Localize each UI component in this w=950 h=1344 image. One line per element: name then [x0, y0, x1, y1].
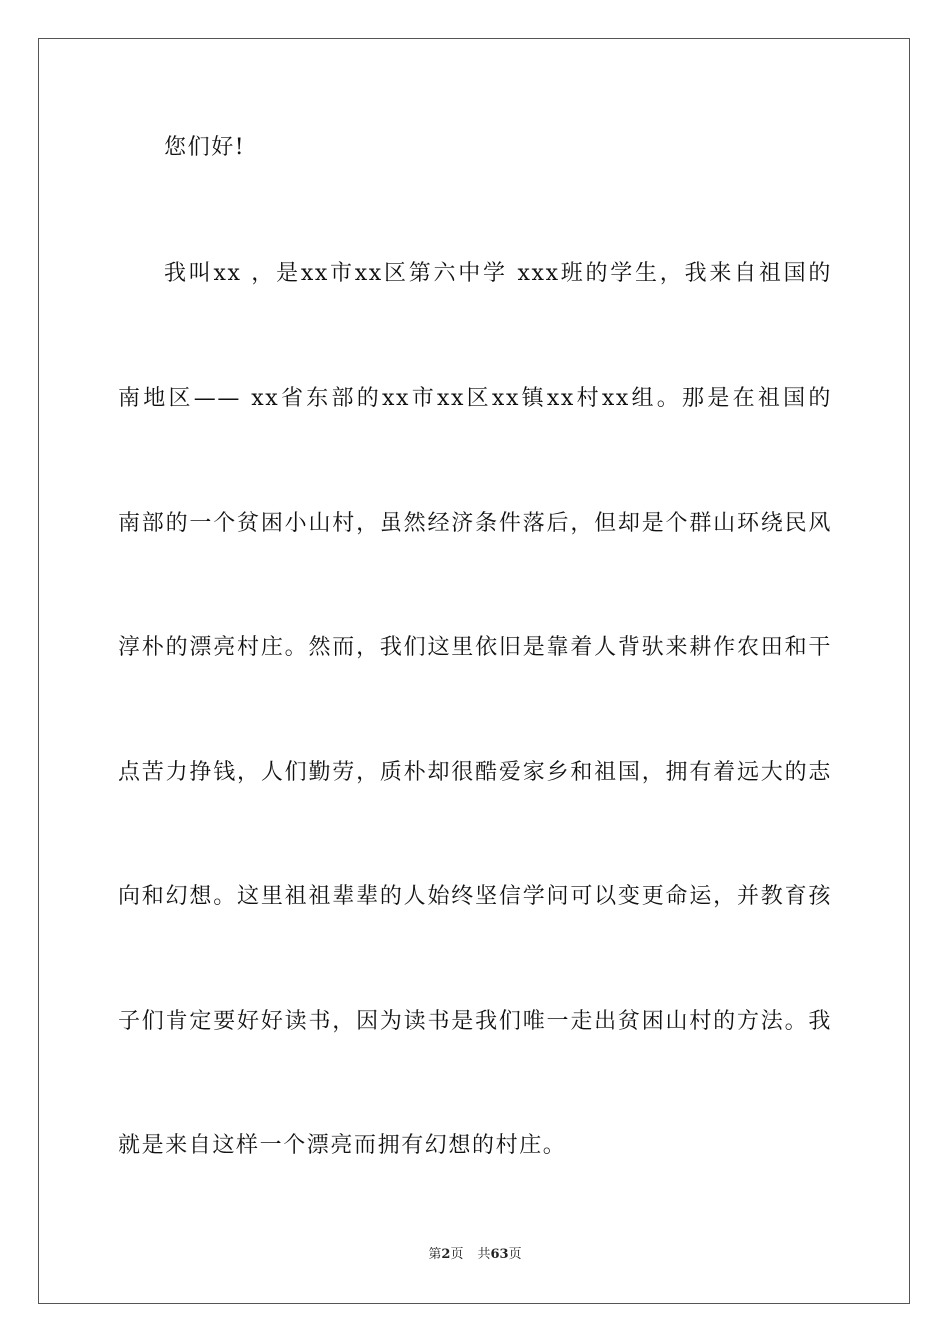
page-frame	[38, 38, 910, 1304]
total-suffix: 页	[508, 1247, 522, 1262]
paragraph-line-1: 我叫xx ，是xx市xx区第六中学 xxx班的学生，我来自祖国的	[164, 261, 832, 286]
total-prefix: 共	[477, 1247, 491, 1262]
paragraph-line-5: 点苦力挣钱，人们勤劳，质朴却很酷爱家乡和祖国，拥有着远大的志	[118, 760, 832, 785]
paragraph-line-7: 子们肯定要好好读书，因为读书是我们唯一走出贫困山村的方法。我	[118, 1009, 832, 1034]
paragraph-line-3: 南部的一个贫困小山村，虽然经济条件落后，但却是个群山环绕民风	[118, 511, 832, 536]
paragraph-line-6: 向和幻想。这里祖祖辈辈的人始终坚信学问可以变更命运，并教育孩	[118, 884, 832, 909]
paragraph-line-8: 就是来自这样一个漂亮而拥有幻想的村庄。	[118, 1133, 567, 1158]
total-pages: 63	[490, 1247, 509, 1262]
page-prefix: 第	[428, 1247, 442, 1262]
greeting: 您们好!	[164, 135, 246, 160]
paragraph-line-2: 南地区—— xx省东部的xx市xx区xx镇xx村xx组。那是在祖国的	[118, 386, 832, 411]
page-suffix: 页	[450, 1247, 464, 1262]
page-number: 2	[441, 1247, 451, 1262]
paragraph-line-4: 淳朴的漂亮村庄。然而，我们这里依旧是靠着人背驮来耕作农田和干	[118, 635, 832, 660]
page-footer	[0, 1246, 950, 1264]
